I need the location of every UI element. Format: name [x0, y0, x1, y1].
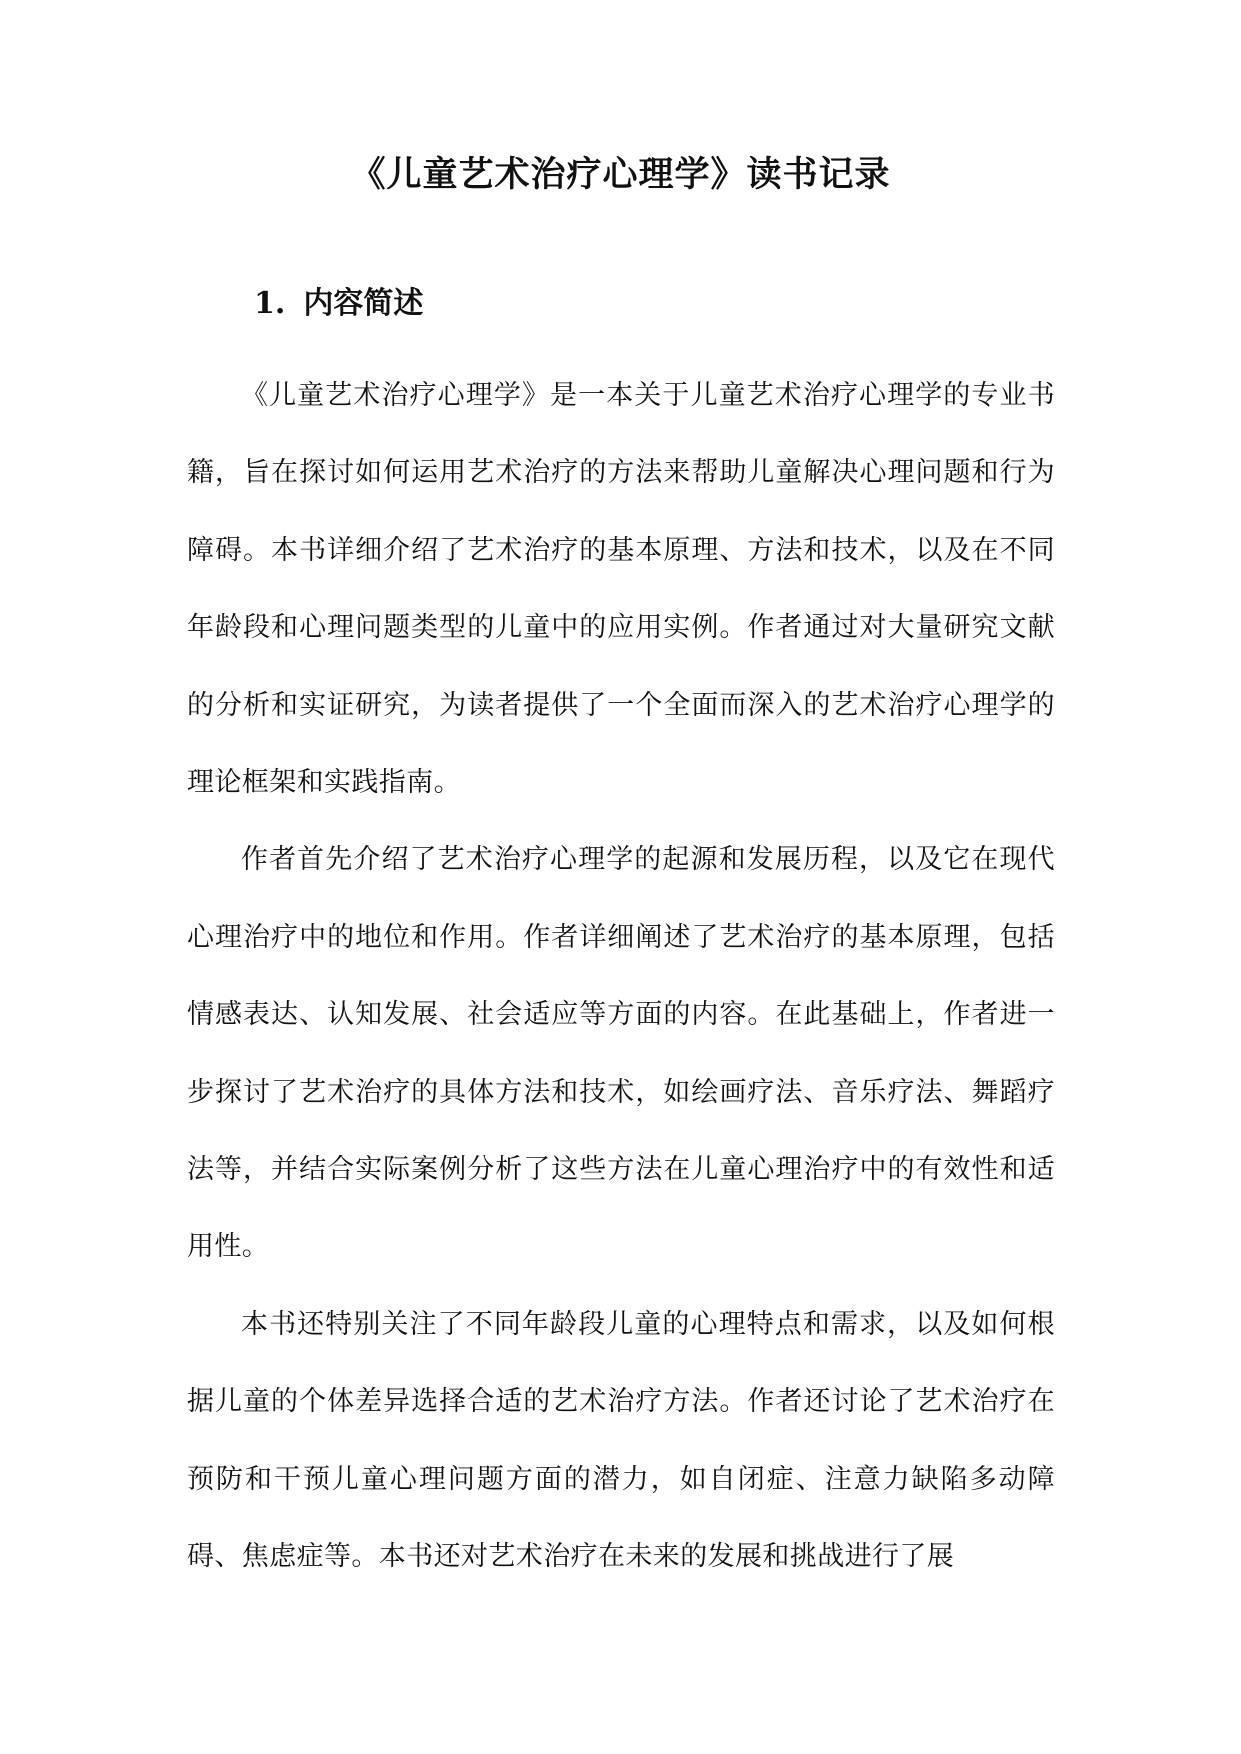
paragraph: 本书还特别关注了不同年龄段儿童的心理特点和需求，以及如何根据儿童的个体差异选择合适的艺术治疗方法。作者还讨论了艺术治疗在预防和干预儿童心理问题方面的潜力，如自闭症、注意力缺陷多动障碍、焦虑症等。本书还对艺术治疗在未来的发展和挑战进行了展 [187, 1308, 1055, 1573]
paragraph: 《儿童艺术治疗心理学》是一本关于儿童艺术治疗心理学的专业书籍，旨在探讨如何运用艺术治疗的方法来帮助儿童解决心理问题和行为障碍。本书详细介绍了艺术治疗的基本原理、方法和技术，以及在不同年龄段和心理问题类型的儿童中的应用实例。作者通过对大量研究文献的分析和实证研究，为读者提供了一个全面而深入的艺术治疗心理学的理论框架和实践指南。 [187, 380, 1055, 799]
section-number: 1. [254, 286, 286, 321]
section-title: 内容简述 [303, 286, 424, 321]
section-heading [254, 282, 423, 326]
paragraph: 作者首先介绍了艺术治疗心理学的起源和发展历程，以及它在现代心理治疗中的地位和作用。作者详细阐述了艺术治疗的基本原理，包括情感表达、认知发展、社会适应等方面的内容。在此基础上，作者进一步探讨了艺术治疗的具体方法和技术，如绘画疗法、音乐疗法、舞蹈疗法等，并结合实际案例分析了这些方法在儿童心理治疗中的有效性和适用性。 [187, 844, 1055, 1263]
body-text [187, 357, 1055, 1596]
document-title: 《儿童艺术治疗心理学》读书记录 [350, 154, 891, 195]
